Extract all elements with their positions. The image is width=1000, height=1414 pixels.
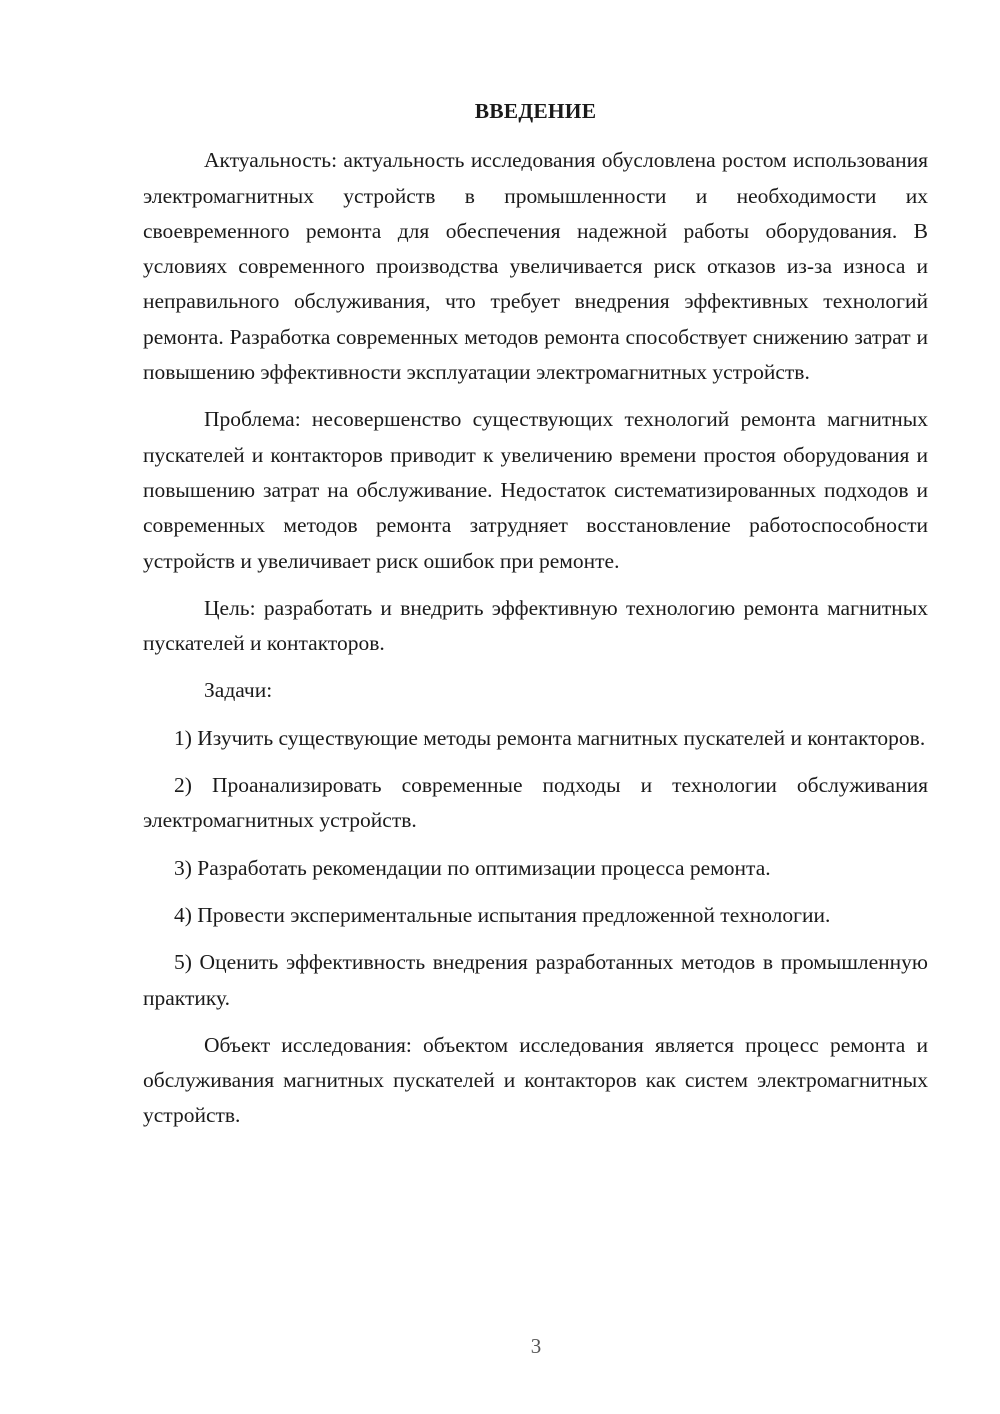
tasks-heading: Задачи:: [204, 678, 273, 703]
page-content: [143, 94, 928, 1146]
page-number: 3: [530, 1334, 542, 1358]
page-title: ВВЕДЕНИЕ: [474, 99, 597, 123]
task-item-2: 2) Проанализировать современные подходы и технологии обслуживания электромагнитных устройств.: [143, 773, 928, 833]
task-item-3: 3) Разработать рекомендации по оптимизации процесса ремонта.: [174, 855, 771, 880]
task-item-5: 5) Оценить эффективность внедрения разработанных методов в промышленную практику.: [143, 950, 928, 1010]
paragraph-problem: Проблема: несовершенство существующих технологий ремонта магнитных пускателей и контакторов приводит к увеличению времени простоя оборудования и повышению затрат на обслуживание. Недостаток систематизированных подходов и современных методов ремонта затрудняет восстановление работоспособности устройств и увеличивает риск ошибок при ремонте.: [143, 407, 928, 573]
paragraph-goal: Цель: разработать и внедрить эффективную технологию ремонта магнитных пускателей и контакторов.: [143, 595, 928, 656]
paragraph-relevance: Актуальность: актуальность исследования обусловлена ростом использования электромагнитных устройств в промышленности и необходимости их своевременного ремонта для обеспечения надежной работы оборудования. В условиях современного производства увеличивается риск отказов из-за износа и неправильного обслуживания, что требует внедрения эффективных технологий ремонта. Разработка современных методов ремонта способствует снижению затрат и повышению эффективности эксплуатации электромагнитных устройств.: [143, 148, 928, 385]
task-list: [143, 721, 928, 1016]
paragraph-object: Объект исследования: объектом исследования является процесс ремонта и обслуживания магнитных пускателей и контакторов как систем электромагнитных устройств.: [143, 1032, 928, 1128]
task-item-4: 4) Провести экспериментальные испытания предложенной технологии.: [174, 902, 831, 927]
task-item-1: 1) Изучить существующие методы ремонта магнитных пускателей и контакторов.: [174, 725, 926, 750]
